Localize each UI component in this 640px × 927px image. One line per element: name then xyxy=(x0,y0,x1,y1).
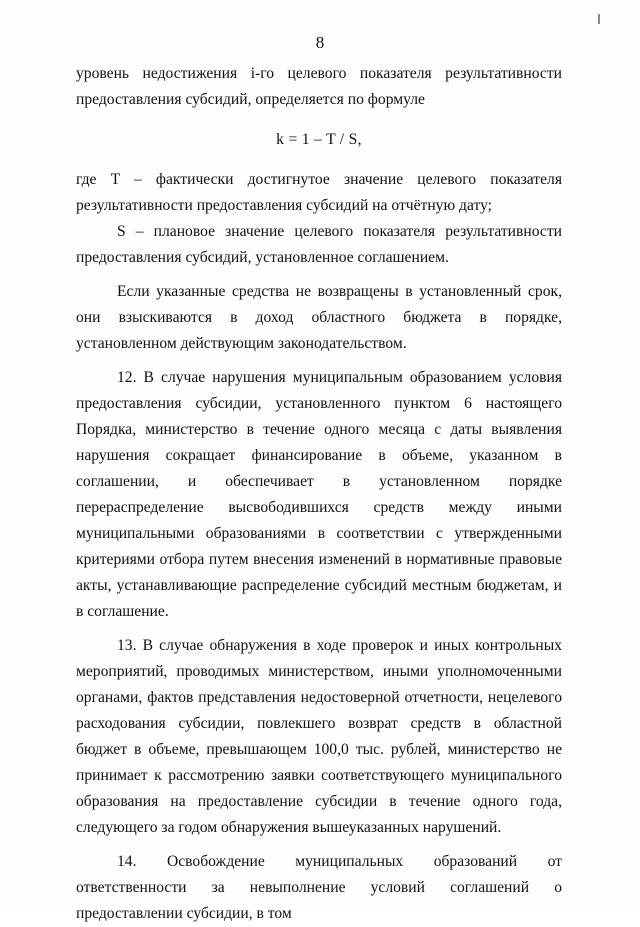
paragraph-recovery: Если указанные средства не возвращены в установленный срок, они взыскиваются в доход областного бюджета в порядке, установленном действующим законодательством. xyxy=(76,283,562,352)
scan-artifact xyxy=(598,14,600,24)
formula: k = 1 – T / S, xyxy=(276,131,362,148)
paragraph-where-t: где T – фактически достигнутое значение целевого показателя результативности предоставления субсидий на отчётную дату; xyxy=(76,171,562,214)
paragraph-12: 12. В случае нарушения муниципальным образованием условия предоставления субсидии, установленного пунктом 6 настоящего Порядка, министерство в течение одного месяца с даты выявления нарушения сокращает финансирование в объеме, указанном в соглашении, и обеспечивает в установленном порядке перераспределение высвободившихся средств между иными муниципальными образованиями в соответствии с утвержденными критериями отбора путем внесения изменений в нормативные правовые акты, устанавливающие распределение субсидий местным бюджетам, и в соглашение. xyxy=(76,369,562,620)
paragraph-14: 14. Освобождение муниципальных образований от ответственности за невыполнение условий соглашений о предоставлении субсидии, в том xyxy=(76,853,562,922)
document-body xyxy=(76,61,562,927)
page-number: 8 xyxy=(315,33,325,52)
paragraph-s-definition: S – плановое значение целевого показателя результативности предоставления субсидий, установленное соглашением. xyxy=(76,223,562,266)
paragraph-formula-intro: уровень недостижения i-го целевого показателя результативности предоставления субсидий, определяется по формуле xyxy=(76,65,562,108)
paragraph-13: 13. В случае обнаружения в ходе проверок и иных контрольных мероприятий, проводимых министерством, иными уполномоченными органами, фактов представления недостоверной отчетности, нецелевого расходования субсидии, повлекшего возврат средств в областной бюджет в объеме, превышающем 100,0 тыс. рублей, министерство не принимает к рассмотрению заявки соответствующего муниципального образования на предоставление субсидии в течение одного года, следующего за годом обнаружения вышеуказанных нарушений. xyxy=(76,637,562,836)
